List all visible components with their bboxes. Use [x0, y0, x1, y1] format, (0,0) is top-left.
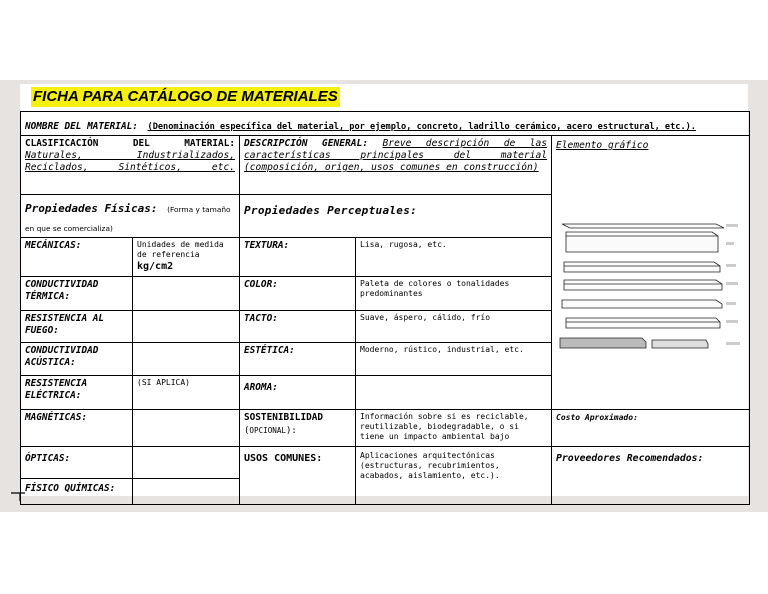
magnetic-label-cell	[21, 410, 133, 447]
touch-value: Suave, áspero, cálido, frío	[360, 313, 491, 322]
acoustic-value-cell[interactable]	[133, 343, 240, 376]
thermal-value-cell[interactable]	[133, 277, 240, 311]
mechanical-value-cell[interactable]	[133, 238, 240, 277]
color-value: Paleta de colores o tonalidades predominantes	[360, 279, 510, 298]
touch-label: TACTO:	[244, 313, 278, 324]
texture-value-cell[interactable]	[356, 238, 552, 277]
classification-label: CLASIFICACIÓN DEL MATERIAL:	[25, 138, 235, 149]
common-uses-label: USOS COMUNES:	[244, 453, 323, 464]
physicochemical-label: FÍSICO QUÍMICAS:	[25, 483, 116, 494]
recommended-suppliers-label: Proveedores Recomendados:	[556, 453, 704, 464]
physical-properties-cell[interactable]	[21, 195, 240, 238]
corner-crop-mark	[10, 486, 26, 502]
electrical-label-cell	[21, 376, 133, 410]
acoustic-label-cell	[21, 343, 133, 376]
fire-resistance-label: RESISTENCIA AL FUEGO:	[25, 313, 105, 336]
material-name-description: (Denominación específica del material, por ejemplo, concreto, ladrillo cerámico, acero estructural, etc.).	[147, 122, 696, 132]
color-label: COLOR:	[244, 279, 278, 290]
general-description-label: DESCRIPCIÓN GENERAL:	[244, 138, 369, 149]
physical-properties-label: Propiedades Físicas:	[25, 202, 158, 215]
color-label-cell	[240, 277, 356, 311]
sustainability-value: Información sobre si es reciclable, reutilizable, biodegradable, o si tiene un impacto ambiental bajo	[360, 412, 529, 441]
sustainability-label-cell: SOSTENIBILIDAD (OPCIONAL):	[240, 410, 356, 447]
classification-text: Naturales, Industrializados, Reciclados, Sintéticos, etc.	[25, 150, 235, 173]
common-uses-label-cell	[240, 447, 356, 505]
electrical-resistance-label: RESISTENCIA ELÉCTRICA:	[25, 378, 88, 401]
thermal-conductivity-label: CONDUCTIVIDAD TÉRMICA:	[25, 279, 99, 302]
optical-label: ÓPTICAS:	[25, 453, 71, 464]
graphic-element-cell	[552, 136, 750, 410]
physical-properties-note: (Forma y tamaño en que se comercializa)	[25, 205, 231, 233]
touch-value-cell[interactable]	[356, 311, 552, 343]
mechanical-label-cell	[21, 238, 133, 277]
aesthetic-value: Moderno, rústico, industrial, etc.	[360, 345, 524, 354]
general-description-text: Breve descripción de las características principales del material (composición, origen, usos comunes en construcción)	[244, 138, 547, 173]
acoustic-conductivity-label: CONDUCTIVIDAD ACÚSTICA:	[25, 345, 99, 368]
common-uses-value: Aplicaciones arquitectónicas (estructuras, recubrimientos, acabados, aislamiento, etc.).	[360, 451, 500, 480]
aroma-value-cell[interactable]	[356, 376, 552, 410]
mechanical-label: MECÁNICAS:	[25, 240, 82, 251]
optical-label-cell	[21, 447, 133, 479]
aroma-label-cell	[240, 376, 356, 410]
material-catalog-table	[20, 111, 750, 505]
magnetic-label: MAGNÉTICAS:	[25, 412, 88, 423]
material-name-cell[interactable]	[21, 112, 750, 136]
classification-cell[interactable]	[21, 136, 240, 195]
physicochemical-label-cell	[21, 479, 133, 505]
mechanical-unit: kg/cm2	[137, 261, 174, 272]
sustainability-label: SOSTENIBILIDAD	[244, 412, 324, 423]
suppliers-cell[interactable]	[552, 447, 750, 505]
general-description-cell[interactable]	[240, 136, 552, 195]
common-uses-value-cell[interactable]	[356, 447, 552, 505]
perceptual-properties-label: Propiedades Perceptuales:	[244, 204, 418, 217]
sustainability-optional-note: OPCIONAL	[249, 426, 286, 435]
texture-label-cell	[240, 238, 356, 277]
lumber-profiles-illustration	[556, 214, 744, 374]
aesthetic-label-cell	[240, 343, 356, 376]
fire-value-cell[interactable]	[133, 311, 240, 343]
optical-value-cell[interactable]	[133, 447, 240, 479]
cost-cell[interactable]	[552, 410, 750, 447]
thermal-label-cell	[21, 277, 133, 311]
perceptual-properties-cell[interactable]	[240, 195, 552, 238]
graphic-element-label: Elemento gráfico	[556, 140, 649, 151]
magnetic-value-cell[interactable]	[133, 410, 240, 447]
aesthetic-label: ESTÉTICA:	[244, 345, 295, 356]
mechanical-value: Unidades de medida de referencia	[137, 240, 224, 259]
texture-label: TEXTURA:	[244, 240, 290, 251]
fire-label-cell	[21, 311, 133, 343]
color-value-cell[interactable]	[356, 277, 552, 311]
sustainability-value-cell[interactable]	[356, 410, 552, 447]
physicochemical-value-cell[interactable]	[133, 479, 240, 505]
electrical-value-cell[interactable]	[133, 376, 240, 410]
touch-label-cell	[240, 311, 356, 343]
aesthetic-value-cell[interactable]	[356, 343, 552, 376]
texture-value: Lisa, rugosa, etc.	[360, 240, 447, 249]
electrical-value: (SI APLICA)	[137, 378, 190, 387]
material-name-label: NOMBRE DEL MATERIAL:	[25, 121, 138, 132]
aroma-label: AROMA:	[244, 382, 278, 393]
approximate-cost-label: Costo Aproximado:	[556, 413, 638, 422]
page-title: FICHA PARA CATÁLOGO DE MATERIALES	[33, 88, 338, 105]
